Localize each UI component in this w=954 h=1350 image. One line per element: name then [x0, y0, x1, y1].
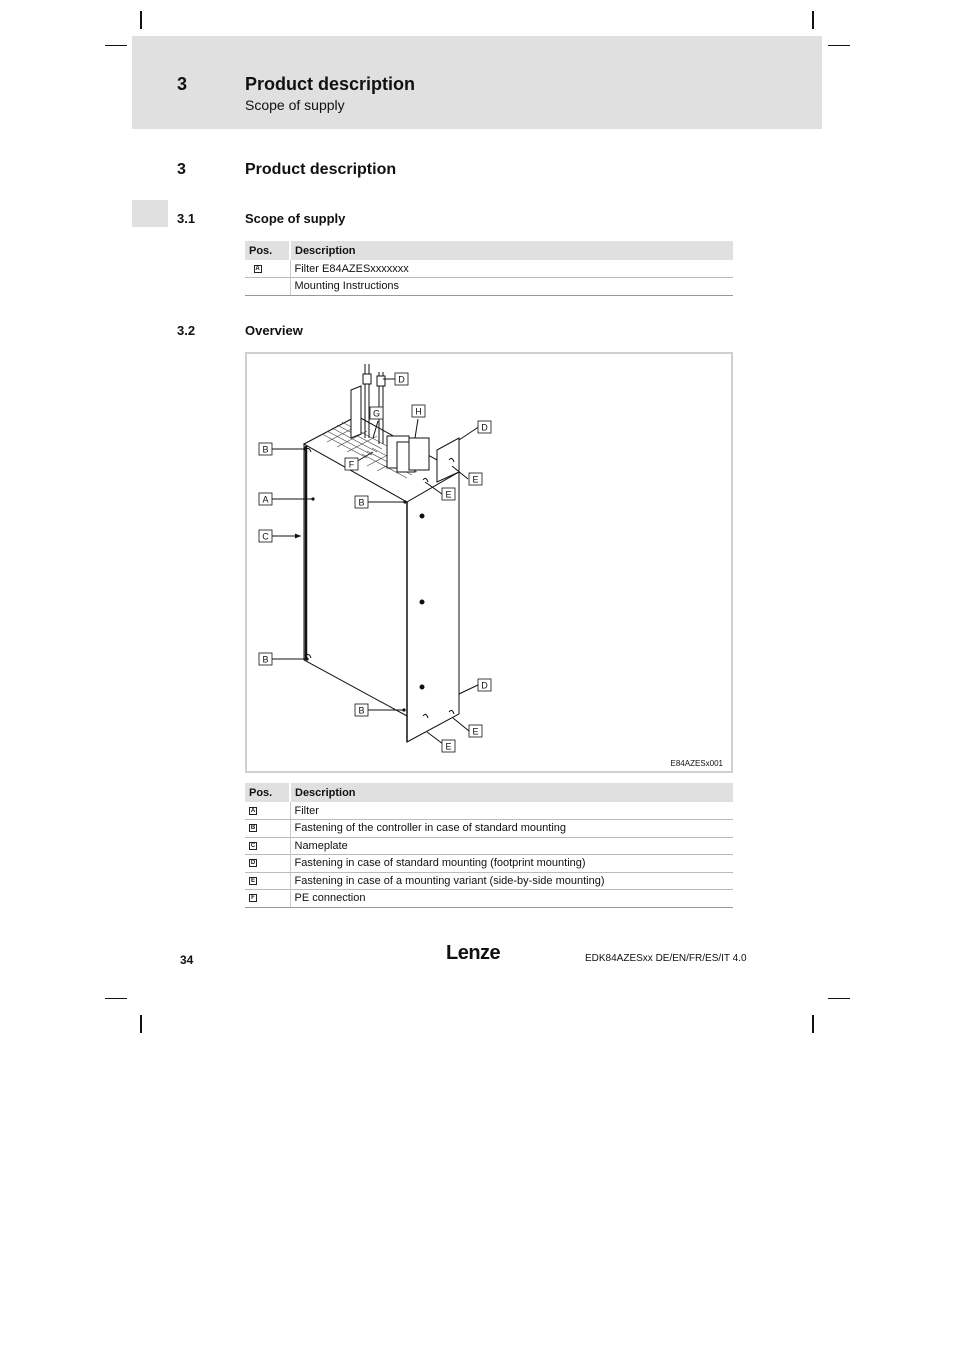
- callout-label: [478, 421, 491, 433]
- svg-text:B: B: [358, 497, 365, 508]
- filter-drawing: [247, 354, 731, 771]
- page-number: 34: [180, 953, 194, 967]
- table-row: [245, 855, 733, 873]
- svg-text:B: B: [262, 444, 269, 455]
- chapter-number: 3: [177, 74, 188, 94]
- document-reference: EDK84AZESxx DE/EN/FR/ES/IT 4.0: [585, 953, 747, 964]
- callout-label: [469, 473, 482, 485]
- callout-label: [259, 530, 272, 542]
- callout-label: [478, 679, 491, 691]
- description-header: Description: [290, 241, 733, 260]
- section-title: Product description: [245, 161, 397, 178]
- subsection-number: 3.2: [177, 323, 196, 338]
- svg-text:B: B: [358, 705, 365, 716]
- crop-mark: [812, 11, 814, 29]
- subsection-title: Scope of supply: [245, 211, 346, 226]
- crop-mark: [105, 45, 127, 46]
- figure-caption: E84AZESx001: [670, 759, 723, 768]
- callout-label: [355, 704, 368, 716]
- position-marker: A: [255, 265, 260, 272]
- callout-label: [345, 458, 358, 470]
- svg-text:E: E: [445, 489, 452, 500]
- pos-header: Pos.: [245, 241, 290, 260]
- position-marker: F: [249, 894, 257, 902]
- callout-label: [469, 725, 482, 737]
- position-marker: A: [250, 807, 256, 814]
- svg-text:E: E: [472, 726, 479, 737]
- table-row: [245, 802, 733, 820]
- section-number: 3: [177, 161, 186, 178]
- crop-mark: [140, 11, 142, 29]
- chapter-subtitle: Scope of supply: [245, 97, 345, 113]
- callout-label: [370, 407, 383, 419]
- svg-text:G: G: [372, 408, 381, 419]
- subsection-title: Overview: [245, 323, 303, 338]
- table-row: [245, 260, 733, 278]
- brand-logo: Lenze: [446, 942, 501, 964]
- svg-text:F: F: [348, 459, 355, 470]
- chapter-tab: [132, 200, 168, 227]
- crop-mark: [828, 998, 850, 999]
- position-marker: D: [250, 860, 256, 867]
- chapter-header: [132, 36, 822, 129]
- callout-label: [259, 653, 272, 665]
- description-cell: Mounting Instructions: [290, 278, 733, 296]
- callout-label: [395, 373, 408, 385]
- crop-mark: [828, 45, 850, 46]
- svg-text:B: B: [262, 654, 269, 665]
- description-cell: Fastening in case of standard mounting (footprint mounting): [290, 855, 733, 873]
- pos-header: Pos.: [245, 783, 290, 802]
- callout-label: [355, 496, 368, 508]
- description-cell: Fastening in case of a mounting variant (side-by-side mounting): [290, 872, 733, 890]
- supply-table: [245, 241, 733, 296]
- svg-text:D: D: [481, 680, 488, 691]
- description-cell: Fastening of the controller in case of standard mounting: [290, 820, 733, 838]
- svg-text:E: E: [445, 741, 452, 752]
- table-row: [245, 837, 733, 855]
- callout-label: [442, 488, 455, 500]
- table-row: [245, 890, 733, 908]
- callout-label: [259, 493, 272, 505]
- chapter-title: Product description: [245, 74, 416, 94]
- description-cell: Filter: [290, 802, 733, 820]
- svg-text:D: D: [481, 422, 488, 433]
- overview-figure: [245, 352, 733, 773]
- svg-text:C: C: [262, 531, 269, 542]
- callout-label: [442, 740, 455, 752]
- table-row: [245, 820, 733, 838]
- svg-text:E: E: [472, 474, 479, 485]
- crop-mark: [105, 998, 127, 999]
- subsection-number: 3.1: [177, 211, 196, 226]
- crop-mark: [140, 1015, 142, 1033]
- description-cell: Nameplate: [290, 837, 733, 855]
- description-cell: Filter E84AZESxxxxxxx: [290, 260, 733, 278]
- position-marker: C: [250, 842, 256, 849]
- description-cell: PE connection: [290, 890, 733, 908]
- svg-text:H: H: [415, 406, 422, 417]
- position-marker: E: [250, 877, 255, 884]
- table-row: [245, 872, 733, 890]
- position-marker: B: [250, 825, 256, 832]
- overview-table: [245, 783, 733, 908]
- crop-mark: [812, 1015, 814, 1033]
- callout-label: [412, 405, 425, 417]
- table-row: [245, 278, 733, 296]
- description-header: Description: [290, 783, 733, 802]
- svg-text:D: D: [398, 374, 405, 385]
- callout-label: [259, 443, 272, 455]
- svg-text:A: A: [262, 494, 269, 505]
